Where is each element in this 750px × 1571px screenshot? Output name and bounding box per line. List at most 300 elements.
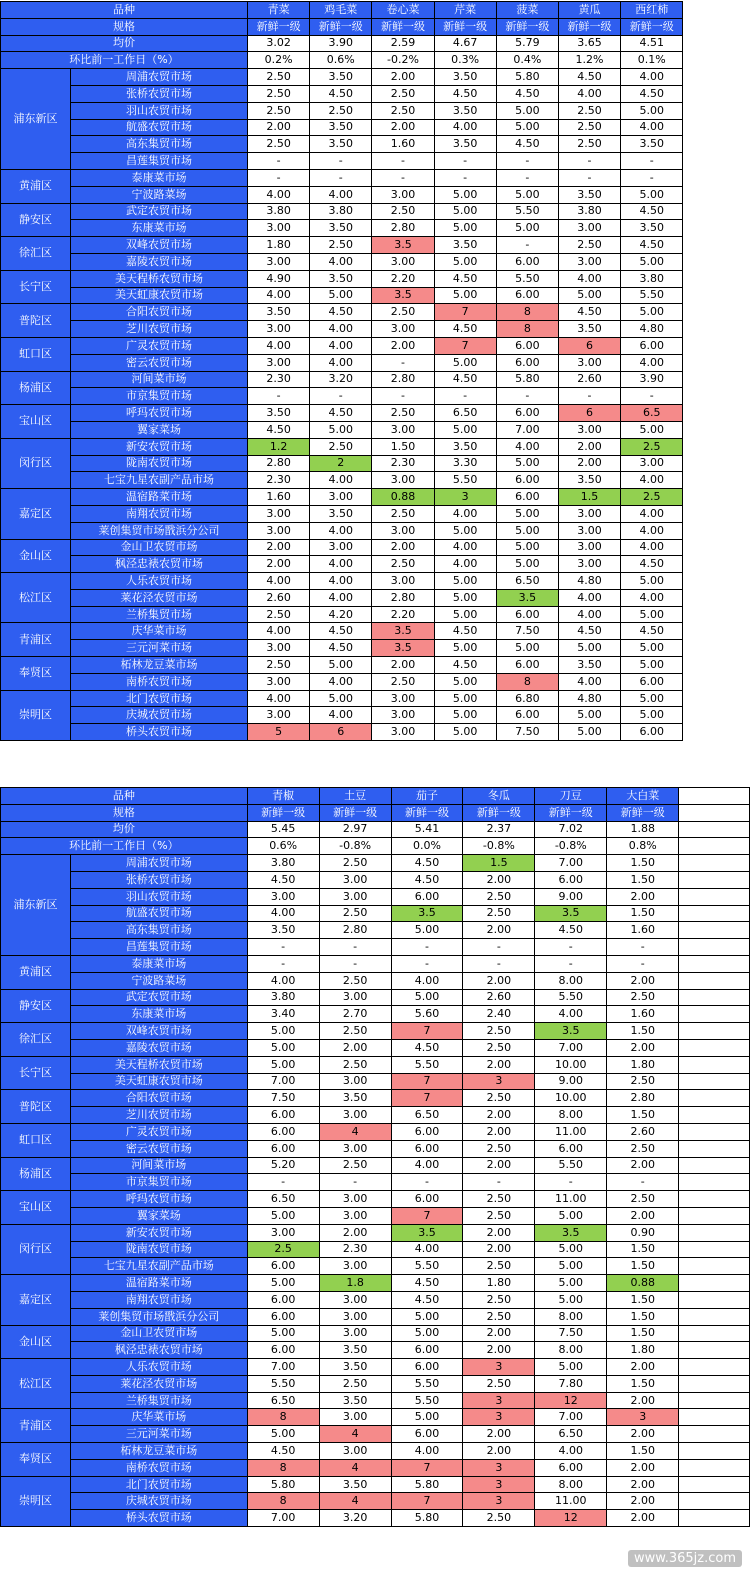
market-name: 武定农贸市场 (70, 989, 247, 1006)
price-cell: 12 (535, 1392, 607, 1409)
price-cell: 3.00 (248, 505, 310, 522)
table-row (1, 1107, 750, 1124)
blank-cell (679, 1174, 750, 1191)
price-table-2 (0, 787, 750, 1527)
blank-cell (679, 1073, 750, 1090)
market-name: 羽山农贸市场 (71, 102, 248, 119)
market-name: 温宿路菜市场 (71, 489, 248, 506)
table-row (1, 522, 683, 539)
price-cell: 4.00 (248, 573, 310, 590)
price-cell: 2.50 (463, 1039, 535, 1056)
market-name: 美天虹康农贸市场 (71, 287, 248, 304)
price-cell: 8 (496, 673, 558, 690)
average-price: 7.02 (535, 821, 607, 838)
table-row (1, 472, 683, 489)
price-cell: 2.00 (319, 1224, 391, 1241)
price-cell: 6.00 (496, 337, 558, 354)
price-cell: 3.80 (248, 203, 310, 220)
table-row (1, 871, 750, 888)
market-name: 新安农贸市场 (71, 438, 248, 455)
average-price: 2.59 (372, 35, 434, 52)
price-cell: 1.50 (607, 1241, 679, 1258)
change-percent: 0.0% (391, 838, 463, 855)
price-cell: 3.00 (248, 354, 310, 371)
change-percent: 0.8% (607, 838, 679, 855)
price-cell: - (621, 388, 683, 405)
price-cell: 4.50 (434, 657, 496, 674)
price-cell: 2.00 (607, 972, 679, 989)
price-cell: 4.50 (310, 623, 372, 640)
price-cell: 8 (496, 321, 558, 338)
price-cell: 2.5 (247, 1241, 319, 1258)
table-row (1, 455, 683, 472)
price-cell: 4 (319, 1123, 391, 1140)
district-name: 长宁区 (1, 1056, 71, 1090)
price-cell: 6.00 (496, 253, 558, 270)
price-cell: 7.00 (247, 1359, 319, 1376)
price-cell: 6.00 (391, 1191, 463, 1208)
blank-cell (679, 1157, 750, 1174)
price-cell: 5.00 (558, 707, 620, 724)
price-cell: 4.00 (310, 337, 372, 354)
price-cell: 1.50 (607, 1325, 679, 1342)
table-row (1, 1191, 750, 1208)
price-cell: - (558, 388, 620, 405)
spec-cell: 新鲜一级 (558, 18, 620, 35)
blank-cell (679, 1241, 750, 1258)
price-cell: 5.00 (621, 606, 683, 623)
table-row (1, 1023, 750, 1040)
price-cell: 1.50 (607, 1308, 679, 1325)
price-cell: 2.00 (463, 972, 535, 989)
price-cell: 4.00 (248, 337, 310, 354)
price-cell: 4.50 (310, 85, 372, 102)
price-cell: 5.80 (496, 69, 558, 86)
price-cell: - (496, 169, 558, 186)
price-cell: 3.50 (310, 136, 372, 153)
change-row (1, 838, 750, 855)
price-cell: 6.00 (391, 1426, 463, 1443)
price-cell: 2.50 (310, 237, 372, 254)
blank-cell (679, 1258, 750, 1275)
table-row (1, 421, 683, 438)
price-cell: 4.00 (310, 589, 372, 606)
price-cell: 3.20 (319, 1510, 391, 1527)
price-cell: 7.50 (496, 623, 558, 640)
blank-cell (679, 1123, 750, 1140)
price-cell: 3.20 (310, 371, 372, 388)
price-cell: 3 (463, 1493, 535, 1510)
price-cell: 4.00 (391, 1157, 463, 1174)
district-name: 黄浦区 (1, 169, 71, 203)
price-cell: 5.00 (434, 421, 496, 438)
market-name: 七宝九星农副产品市场 (70, 1258, 247, 1275)
market-name: 航盛农贸市场 (70, 905, 247, 922)
blank-cell (679, 1023, 750, 1040)
price-cell: 4.00 (434, 505, 496, 522)
price-cell: 3.50 (310, 505, 372, 522)
blank-cell (679, 1056, 750, 1073)
market-name: 嘉陵农贸市场 (70, 1039, 247, 1056)
price-cell: 6.00 (535, 1459, 607, 1476)
price-cell: 5.00 (621, 186, 683, 203)
market-name: 陇南农贸市场 (70, 1241, 247, 1258)
table-row (1, 955, 750, 972)
price-cell: 2.60 (248, 589, 310, 606)
price-cell: 5.50 (247, 1375, 319, 1392)
market-name: 美天程桥农贸市场 (70, 1056, 247, 1073)
price-cell: 4.00 (434, 119, 496, 136)
market-name: 密云农贸市场 (70, 1140, 247, 1157)
price-cell: 12 (535, 1510, 607, 1527)
price-cell: - (391, 1174, 463, 1191)
price-cell: 6.50 (496, 573, 558, 590)
price-cell: 3.00 (319, 1291, 391, 1308)
district-name: 普陀区 (1, 1090, 71, 1124)
price-cell: 4.50 (391, 1275, 463, 1292)
price-cell: 5.00 (391, 1308, 463, 1325)
price-cell: 5.00 (558, 640, 620, 657)
price-cell: 4.00 (621, 589, 683, 606)
market-name: 三元河菜市场 (71, 640, 248, 657)
price-cell: 2.30 (248, 472, 310, 489)
average-price: 3.02 (248, 35, 310, 52)
price-cell: 3.50 (319, 1476, 391, 1493)
market-name: 兰桥集贸市场 (71, 606, 248, 623)
price-cell: 4.50 (391, 1039, 463, 1056)
price-cell: 4.00 (310, 673, 372, 690)
market-name: 美天程桥农贸市场 (71, 270, 248, 287)
price-cell: 6.00 (535, 871, 607, 888)
table-row (1, 321, 683, 338)
table-row (1, 220, 683, 237)
price-cell: 5.00 (391, 1409, 463, 1426)
table-row (1, 640, 683, 657)
spec-row-label: 规格 (1, 18, 248, 35)
price-cell: 1.60 (607, 922, 679, 939)
product-name: 青菜 (248, 2, 310, 19)
price-cell: 1.60 (248, 489, 310, 506)
table-row (1, 1157, 750, 1174)
price-cell: 3.00 (248, 707, 310, 724)
market-name: 庆华菜市场 (71, 623, 248, 640)
price-cell: 2.00 (558, 438, 620, 455)
change-percent: 0.6% (247, 838, 319, 855)
price-cell: 3.00 (558, 505, 620, 522)
price-cell: 2.00 (607, 1039, 679, 1056)
price-cell: 2.50 (558, 136, 620, 153)
blank-cell (679, 1443, 750, 1460)
blank-cell (679, 1392, 750, 1409)
price-cell: 7.50 (247, 1090, 319, 1107)
price-cell: 3.50 (319, 1090, 391, 1107)
price-cell: 3.5 (372, 237, 434, 254)
price-cell: 3.00 (319, 1191, 391, 1208)
price-cell: 2.00 (248, 119, 310, 136)
table-row (1, 388, 683, 405)
price-cell: 3.5 (391, 905, 463, 922)
table-row (1, 1493, 750, 1510)
market-name: 南翔农贸市场 (70, 1291, 247, 1308)
table-row (1, 905, 750, 922)
price-cell: 5.00 (535, 1275, 607, 1292)
table-row (1, 85, 683, 102)
price-cell: 4.00 (310, 707, 372, 724)
market-name: 呼玛农贸市场 (71, 405, 248, 422)
blank-cell (679, 888, 750, 905)
price-cell: 5.00 (535, 1258, 607, 1275)
price-cell: 2.00 (607, 1207, 679, 1224)
price-cell: 5.50 (391, 1392, 463, 1409)
price-cell: - (535, 1174, 607, 1191)
market-name: 桥头农贸市场 (71, 724, 248, 741)
price-cell: 5.00 (496, 220, 558, 237)
price-cell: 5.00 (434, 253, 496, 270)
price-cell: 2.00 (372, 69, 434, 86)
average-price: 2.97 (319, 821, 391, 838)
spec-cell: 新鲜一级 (621, 18, 683, 35)
product-name: 芹菜 (434, 2, 496, 19)
price-cell: - (248, 388, 310, 405)
price-cell: 2.50 (319, 972, 391, 989)
market-name: 市京集贸市场 (71, 388, 248, 405)
table-row (1, 939, 750, 956)
market-name: 宁波路菜场 (71, 186, 248, 203)
price-cell: 3.00 (372, 186, 434, 203)
average-price: 4.67 (434, 35, 496, 52)
price-cell: 5.00 (621, 640, 683, 657)
price-cell: 3.00 (319, 1107, 391, 1124)
price-cell: 2.50 (372, 556, 434, 573)
market-name: 合阳农贸市场 (71, 304, 248, 321)
district-name: 虹口区 (1, 337, 71, 371)
price-cell: 4.50 (621, 85, 683, 102)
market-name: 芝川农贸市场 (70, 1107, 247, 1124)
price-cell: 3.50 (310, 69, 372, 86)
price-cell: 3.5 (535, 1023, 607, 1040)
market-name: 莱创集贸市场戬浜分公司 (70, 1308, 247, 1325)
price-cell: 2.50 (463, 1308, 535, 1325)
price-cell: 2.00 (607, 1476, 679, 1493)
price-cell: 4.50 (535, 922, 607, 939)
price-cell: 6.00 (247, 1140, 319, 1157)
table-row (1, 1174, 750, 1191)
market-name: 枫泾忠裱农贸市场 (70, 1342, 247, 1359)
price-cell: 2.30 (248, 371, 310, 388)
district-name: 宝山区 (1, 1191, 71, 1225)
price-cell: 3.50 (621, 220, 683, 237)
price-cell: 2.00 (248, 556, 310, 573)
price-cell: 3.00 (558, 539, 620, 556)
price-cell: 3.50 (310, 220, 372, 237)
market-name: 庆华菜市场 (70, 1409, 247, 1426)
product-name: 茄子 (391, 788, 463, 805)
price-cell: 3.00 (319, 1409, 391, 1426)
price-cell: 2.00 (607, 1493, 679, 1510)
price-cell: 3.00 (319, 1140, 391, 1157)
price-cell: 5.20 (247, 1157, 319, 1174)
price-cell: 5.00 (535, 1291, 607, 1308)
change-percent: -0.8% (535, 838, 607, 855)
price-cell: 11.00 (535, 1123, 607, 1140)
market-name: 南桥农贸市场 (70, 1459, 247, 1476)
blank-cell (679, 1090, 750, 1107)
price-cell: 4.00 (558, 589, 620, 606)
price-cell: 5.00 (434, 640, 496, 657)
price-cell: 3.00 (621, 455, 683, 472)
blank-cell (679, 1493, 750, 1510)
price-cell: 4.50 (558, 304, 620, 321)
price-cell: 3.90 (621, 371, 683, 388)
price-cell: 5.00 (535, 1207, 607, 1224)
price-cell: 2.50 (463, 888, 535, 905)
price-cell: - (319, 939, 391, 956)
price-cell: 2.50 (248, 657, 310, 674)
district-name: 宝山区 (1, 405, 71, 439)
table-row (1, 438, 683, 455)
market-name: 陇南农贸市场 (71, 455, 248, 472)
price-cell: 2.50 (319, 905, 391, 922)
price-cell: 3.80 (310, 203, 372, 220)
price-cell: - (558, 169, 620, 186)
market-name: 高东集贸市场 (71, 136, 248, 153)
spec-cell: 新鲜一级 (247, 804, 319, 821)
price-cell: 2.50 (463, 1258, 535, 1275)
price-cell: 5.00 (496, 119, 558, 136)
district-name: 奉贤区 (1, 657, 71, 691)
price-cell: 5.00 (247, 1056, 319, 1073)
price-cell: 5.00 (310, 287, 372, 304)
price-cell: 3.00 (319, 1443, 391, 1460)
price-cell: 3.50 (434, 237, 496, 254)
price-cell: 3.50 (310, 119, 372, 136)
table-row (1, 169, 683, 186)
price-cell: 2.00 (372, 337, 434, 354)
price-cell: 4.00 (391, 972, 463, 989)
price-cell: 2.50 (463, 1140, 535, 1157)
market-name: 温宿路菜市场 (70, 1275, 247, 1292)
price-cell: 5.50 (535, 1157, 607, 1174)
price-cell: 5.00 (621, 573, 683, 590)
price-cell: 1.80 (463, 1275, 535, 1292)
market-name: 桥头农贸市场 (70, 1510, 247, 1527)
blank-cell (679, 1409, 750, 1426)
blank-cell (679, 1426, 750, 1443)
price-cell: 6.00 (247, 1123, 319, 1140)
district-name: 黄浦区 (1, 955, 71, 989)
table-row (1, 1325, 750, 1342)
price-cell: 1.50 (607, 1443, 679, 1460)
table-row (1, 253, 683, 270)
table-row (1, 1409, 750, 1426)
price-cell: 5.00 (496, 522, 558, 539)
price-cell: 5.50 (535, 989, 607, 1006)
price-cell: 3.00 (372, 707, 434, 724)
price-cell: 5.00 (434, 287, 496, 304)
price-cell: 4.00 (496, 438, 558, 455)
product-header-row-label: 品种 (1, 788, 248, 805)
price-cell: 2.60 (463, 989, 535, 1006)
market-name: 呼玛农贸市场 (70, 1191, 247, 1208)
blank-cell (679, 1275, 750, 1292)
price-cell: 3.00 (310, 489, 372, 506)
price-cell: 5.00 (434, 673, 496, 690)
price-cell: 6.00 (247, 1342, 319, 1359)
price-cell: 2.80 (607, 1090, 679, 1107)
price-cell: 5.00 (496, 539, 558, 556)
price-cell: 2.5 (621, 438, 683, 455)
price-cell: 2.50 (372, 505, 434, 522)
price-cell: 5.00 (434, 354, 496, 371)
market-name: 东康菜市场 (70, 1006, 247, 1023)
product-name: 青椒 (247, 788, 319, 805)
price-cell: 4.00 (310, 556, 372, 573)
price-cell: 3.00 (372, 472, 434, 489)
price-cell: 3.00 (310, 539, 372, 556)
price-cell: 5.50 (391, 1056, 463, 1073)
price-cell: 3.00 (248, 640, 310, 657)
price-cell: 6 (310, 724, 372, 741)
average-price: 2.37 (463, 821, 535, 838)
price-cell: - (372, 169, 434, 186)
price-cell: 7.80 (535, 1375, 607, 1392)
price-cell: - (372, 388, 434, 405)
price-cell: 5.80 (391, 1510, 463, 1527)
price-cell: 2.00 (463, 922, 535, 939)
blank-cell (679, 1459, 750, 1476)
price-cell: 3.00 (372, 724, 434, 741)
price-cell: 1.80 (607, 1342, 679, 1359)
market-name: 合阳农贸市场 (70, 1090, 247, 1107)
price-cell: 2.50 (463, 1207, 535, 1224)
price-cell: 5.00 (391, 989, 463, 1006)
price-cell: 3.00 (372, 522, 434, 539)
price-cell: 2.00 (607, 1426, 679, 1443)
table-row (1, 657, 683, 674)
price-cell: 4.00 (391, 1241, 463, 1258)
price-cell: 4.00 (621, 539, 683, 556)
price-cell: 8.00 (535, 1342, 607, 1359)
price-cell: 8 (247, 1409, 319, 1426)
price-cell: 5.00 (496, 455, 558, 472)
average-price: 1.88 (607, 821, 679, 838)
price-cell: 3.00 (558, 556, 620, 573)
market-name: 广灵农贸市场 (71, 337, 248, 354)
table-row (1, 102, 683, 119)
price-cell: 6 (558, 405, 620, 422)
price-cell: 5.00 (310, 421, 372, 438)
spec-cell: 新鲜一级 (372, 18, 434, 35)
price-cell: 6.50 (391, 1107, 463, 1124)
price-cell: 7 (391, 1073, 463, 1090)
blank-cell (679, 955, 750, 972)
blank-cell (679, 1476, 750, 1493)
district-name: 青浦区 (1, 623, 71, 657)
price-cell: 2.00 (372, 539, 434, 556)
price-cell: - (248, 153, 310, 170)
price-cell: 3.50 (558, 186, 620, 203)
district-name: 杨浦区 (1, 371, 71, 405)
blank-cell (679, 989, 750, 1006)
price-cell: 4.50 (391, 855, 463, 872)
market-name: 河间菜市场 (70, 1157, 247, 1174)
price-cell: 3.30 (434, 455, 496, 472)
market-name: 密云农贸市场 (71, 354, 248, 371)
price-cell: 3.00 (372, 421, 434, 438)
table-row (1, 1123, 750, 1140)
price-cell: 5.80 (496, 371, 558, 388)
price-cell: 5.00 (434, 606, 496, 623)
